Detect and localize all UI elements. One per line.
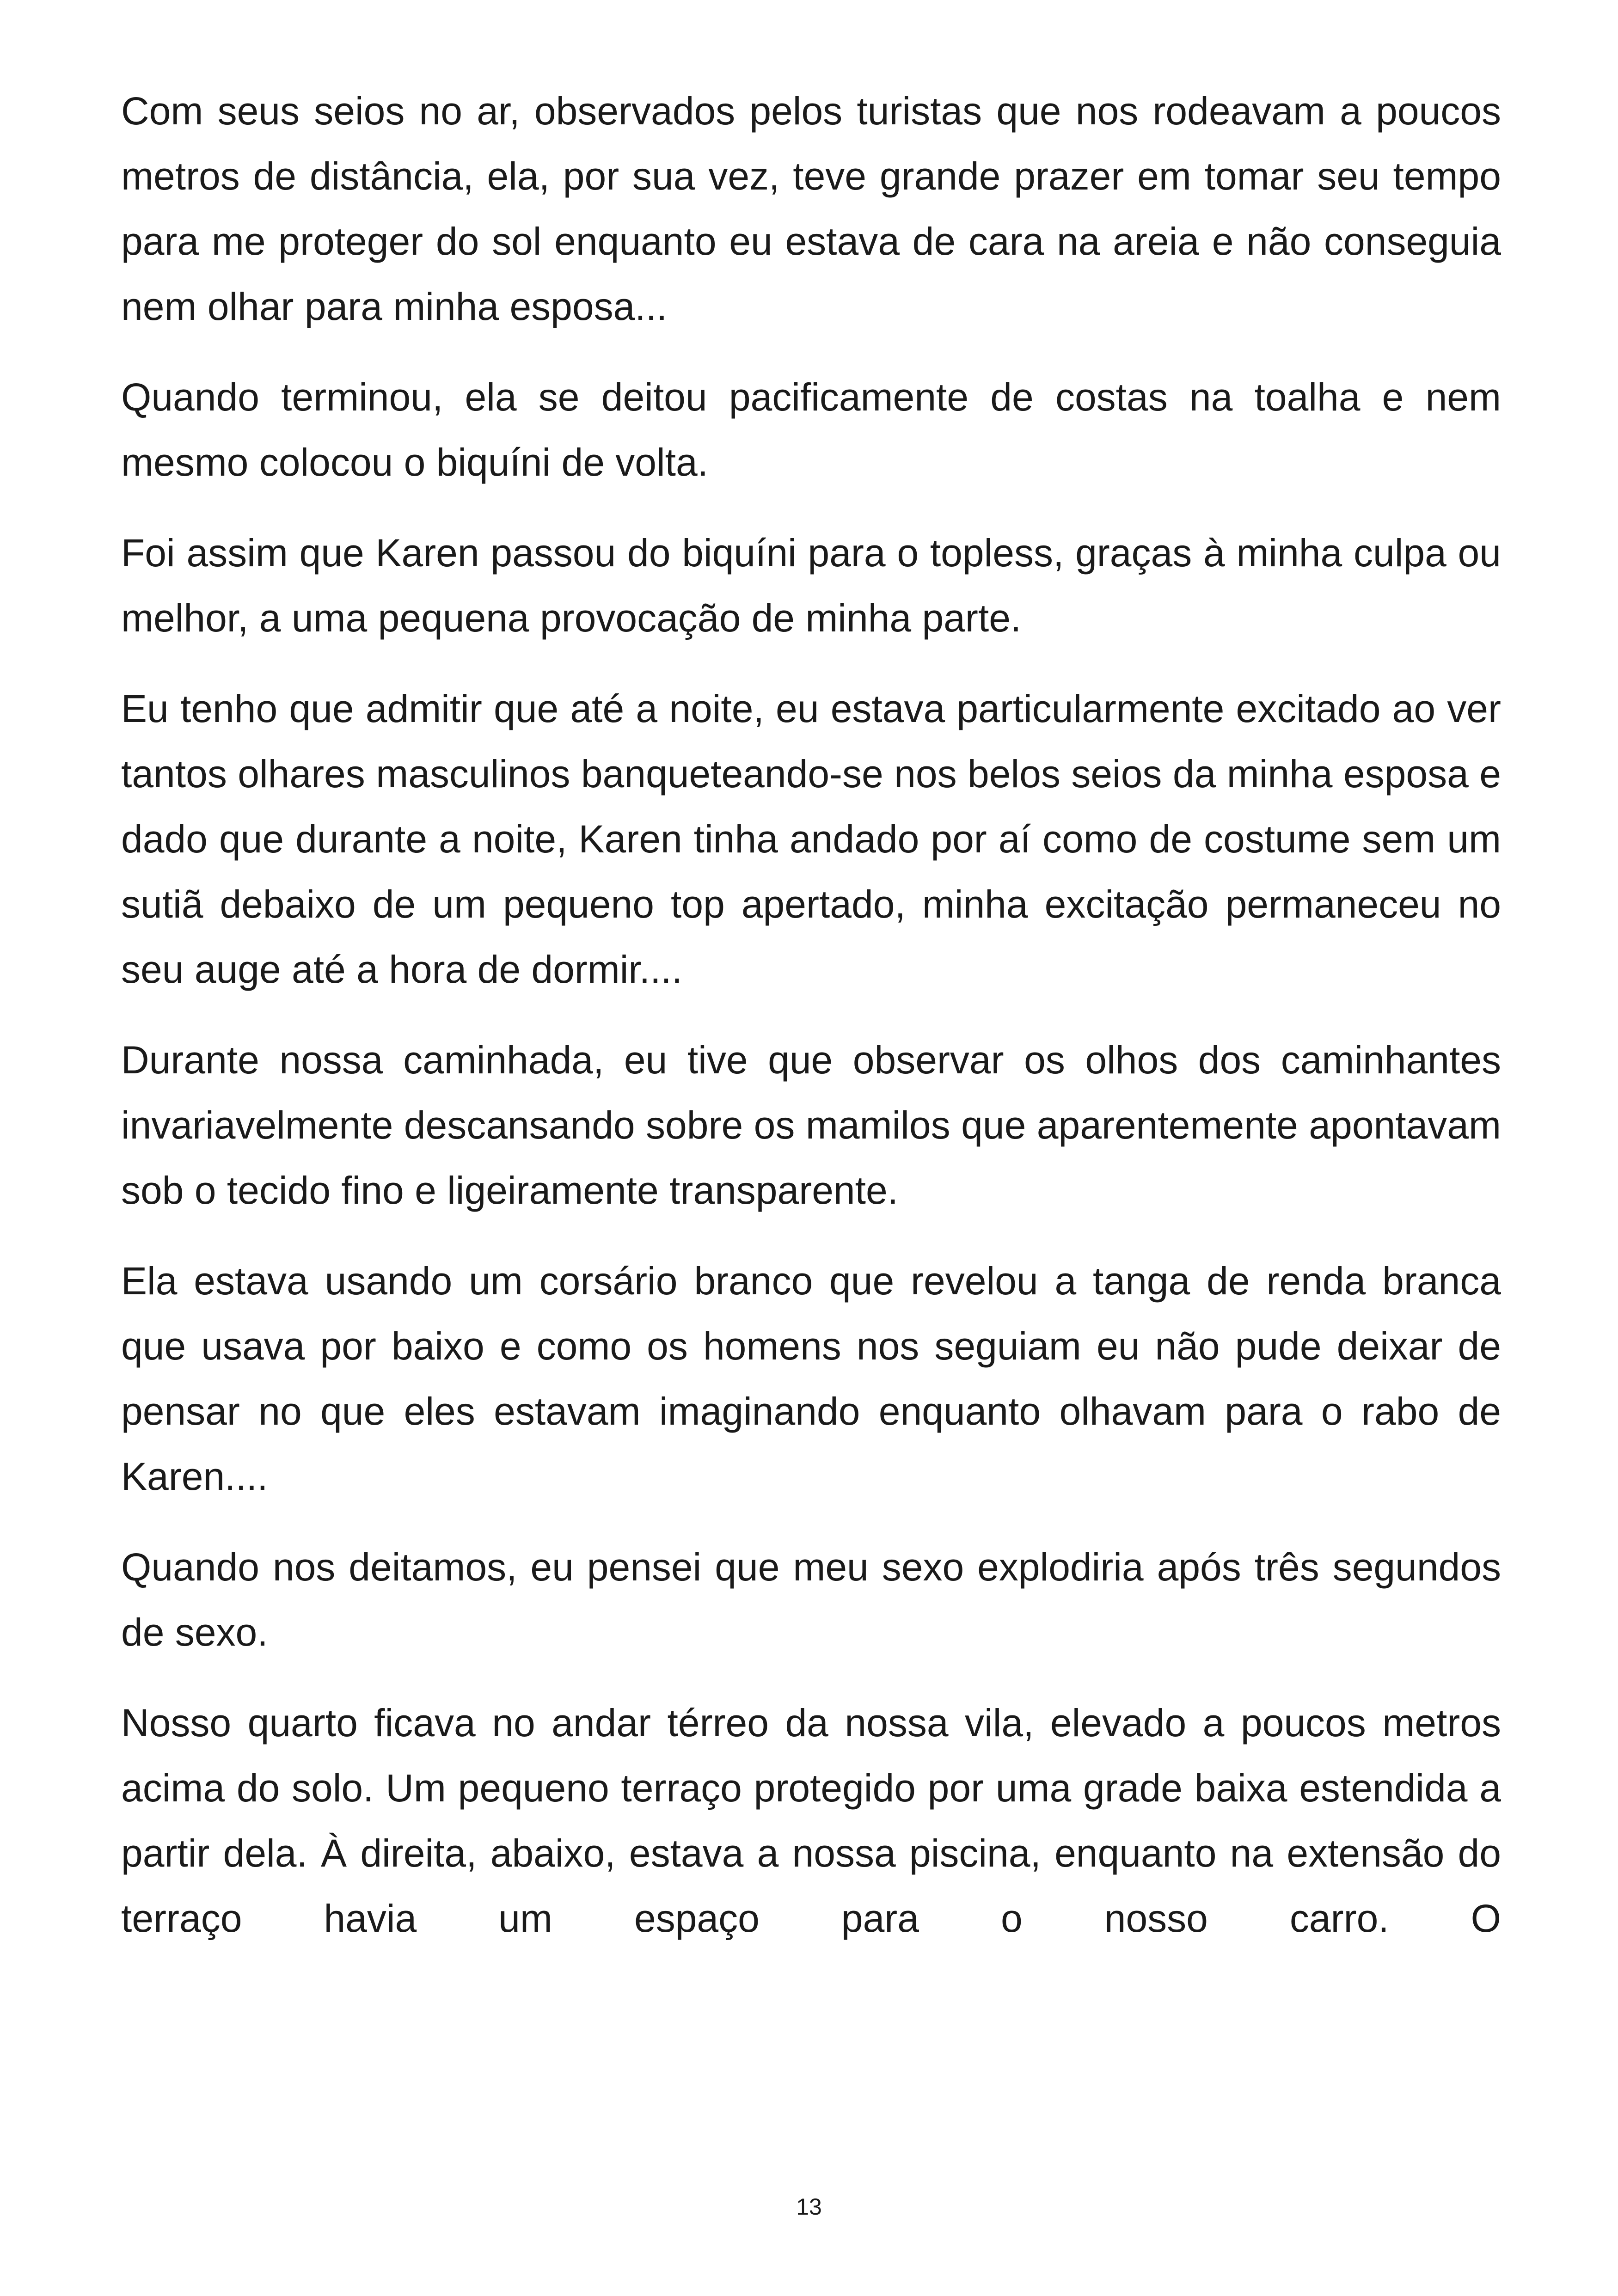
paragraph-continued: Nosso quarto ficava no andar térreo da nossa vila, elevado a poucos metros acima do solo. Um pequeno terraço protegido por uma grade baixa estendida a partir dela. À direita, abaixo, estava a nossa piscina, enquanto na extensão do terraço havia um espaço para o nosso carro. O — [121, 1701, 1501, 1940]
paragraph: Foi assim que Karen passou do biquíni para o topless, graças à minha culpa ou melhor, a uma pequena provocação de minha parte. — [121, 531, 1501, 640]
paragraph: Quando nos deitamos, eu pensei que meu sexo explodiria após três segundos de sexo. — [121, 1545, 1501, 1654]
paragraph: Ela estava usando um corsário branco que revelou a tanga de renda branca que usava por baixo e como os homens nos seguiam eu não pude deixar de pensar no que eles estavam imaginando enquanto olhavam para o rabo de Karen.... — [121, 1259, 1501, 1498]
body-text — [121, 79, 1501, 1977]
paragraph: Com seus seios no ar, observados pelos turistas que nos rodeavam a poucos metros de distância, ela, por sua vez, teve grande prazer em tomar seu tempo para me proteger do sol enquanto eu estava de cara na areia e não conseguia nem olhar para minha esposa... — [121, 89, 1501, 328]
paragraph: Quando terminou, ela se deitou pacificamente de costas na toalha e nem mesmo colocou o biquíni de volta. — [121, 375, 1501, 484]
paragraph: Durante nossa caminhada, eu tive que observar os olhos dos caminhantes invariavelmente descansando sobre os mamilos que aparentemente apontavam sob o tecido fino e ligeiramente transparente. — [121, 1038, 1501, 1212]
paragraph: Eu tenho que admitir que até a noite, eu estava particularmente excitado ao ver tantos olhares masculinos banqueteando-se nos belos seios da minha esposa e dado que durante a noite, Karen tinha andado por aí como de costume sem um sutiã debaixo de um pequeno top apertado, minha excitação permaneceu no seu auge até a hora de dormir.... — [121, 687, 1501, 991]
page-number: 13 — [796, 2194, 822, 2220]
